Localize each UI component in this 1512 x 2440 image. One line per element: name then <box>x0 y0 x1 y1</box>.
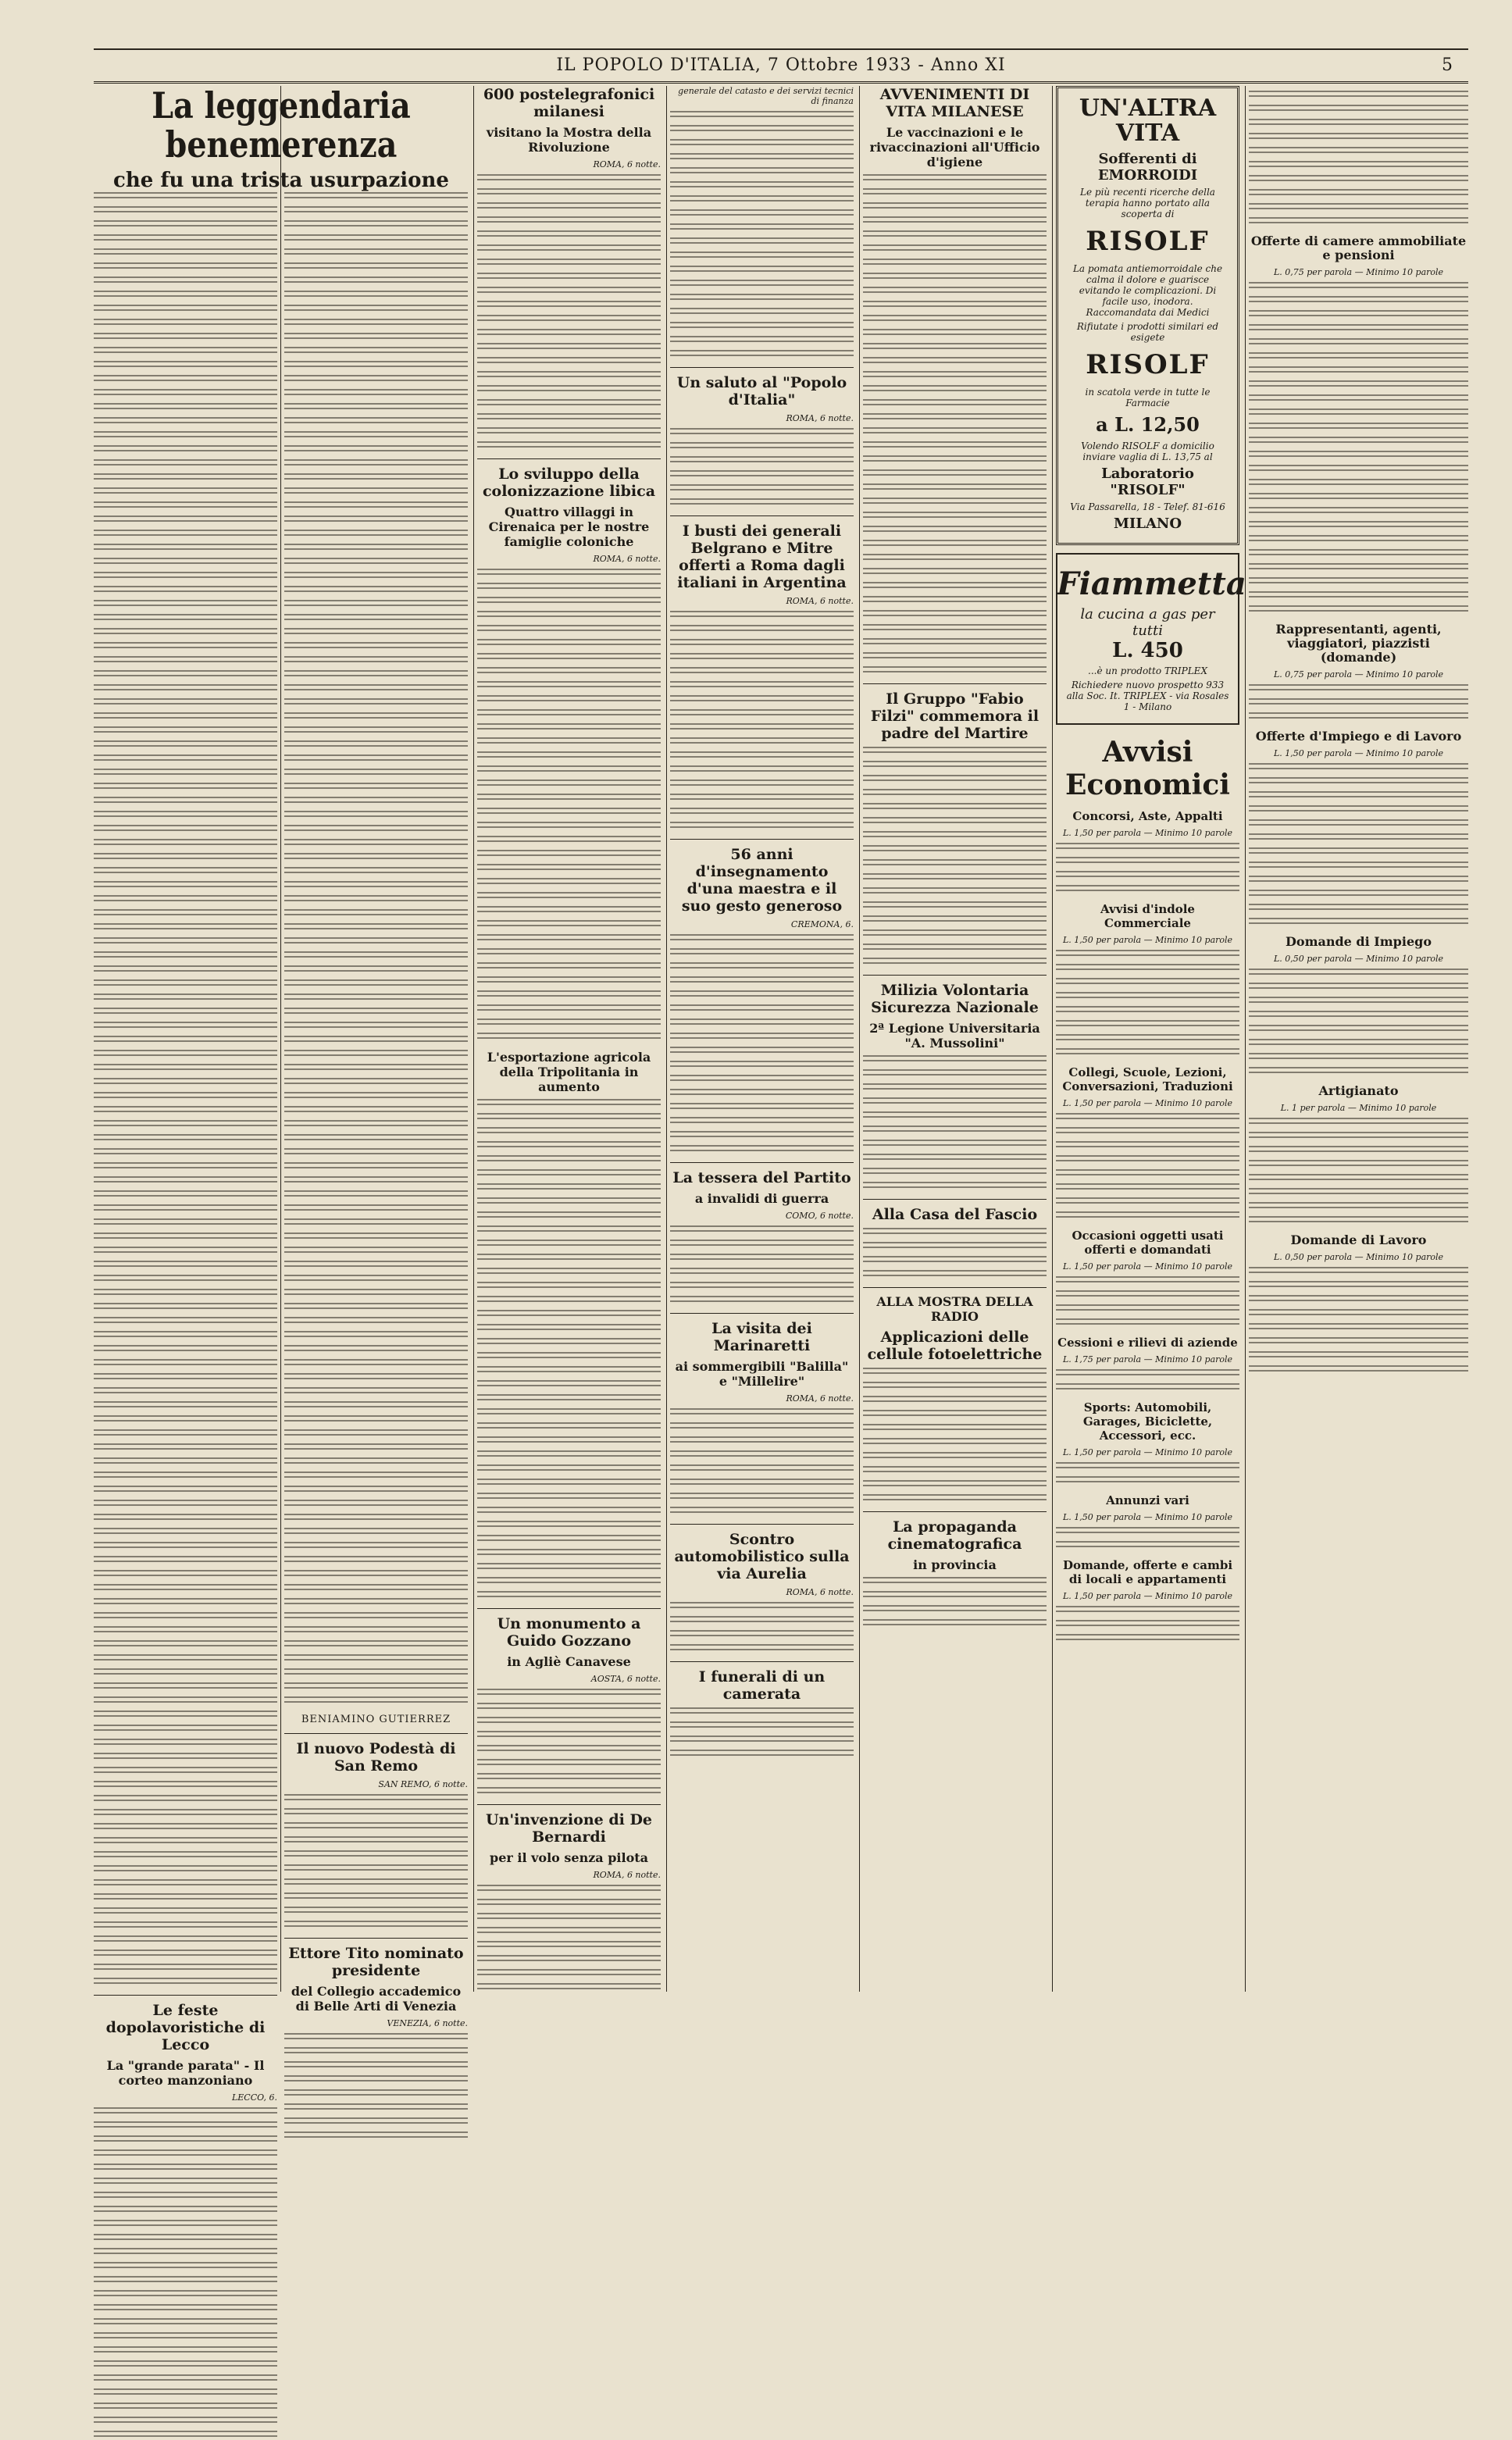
article-title: Il nuovo Podestà di San Remo <box>296 1740 456 1775</box>
ad-desc: La pomata antiemorroidale che calma il dolore e guarisce evitando le complicazioni. Di facile uso, inodora. Raccomandata dai Medici <box>1072 263 1223 318</box>
article-dateline: SAN REMO, 6 notte. <box>378 1779 468 1789</box>
article-title: I funerali di un camerata <box>698 1668 826 1703</box>
article-dateline: COMO, 6 notte. <box>785 1211 854 1221</box>
column-rule <box>280 86 281 1992</box>
section-title: Domande di Lavoro <box>1290 1232 1427 1247</box>
classified-section <box>1056 1229 1239 1328</box>
section-rate: L. 0,75 per parola — Minimo 10 parole <box>1273 267 1444 277</box>
article-busti <box>670 523 854 831</box>
ad-line: la cucina a gas per tutti <box>1080 606 1215 639</box>
lead-byline: BENIAMINO GUTIERREZ <box>301 1714 451 1725</box>
article-title: La propaganda cinematografica <box>887 1518 1022 1553</box>
section-rate: L. 1,50 per parola — Minimo 10 parole <box>1062 1447 1233 1457</box>
article-title: Lo sviluppo della colonizzazione libica <box>482 466 656 500</box>
ad-brand-2: RISOLF <box>1086 349 1210 380</box>
ad-sale: in scatola verde in tutte le Farmacie <box>1085 387 1211 408</box>
article-dateline: ROMA, 6 notte. <box>593 1870 661 1880</box>
column-2 <box>284 86 468 2028</box>
ad-request: Richiedere nuovo prospetto 933 alla Soc. It. TRIPLEX - via Rosales 1 - Milano <box>1066 680 1229 712</box>
column-4 <box>670 86 854 1992</box>
column-1 <box>94 86 277 2103</box>
classified-section <box>1056 902 1239 1058</box>
section-rate: L. 1 per parola — Minimo 10 parole <box>1280 1103 1437 1113</box>
article-marinaretti <box>670 1320 854 1516</box>
article-subtitle: del Collegio accademico di Belle Arti di Venezia <box>291 1984 462 2014</box>
classifieds-col7-top <box>1249 91 1468 227</box>
article-pellegrinaggi <box>477 86 661 451</box>
article-dateline: ROMA, 6 notte. <box>593 159 661 169</box>
article-filzi <box>863 690 1047 967</box>
article-dateline: ROMA, 6 notte. <box>786 596 854 606</box>
ad-product: ...è un prodotto TRIPLEX <box>1088 665 1207 676</box>
ad-lab: Laboratorio "RISOLF" <box>1101 466 1194 498</box>
article-gozzano <box>477 1615 661 1796</box>
article-title: 56 anni d'insegnamento d'una maestra e il suo gesto generoso <box>681 846 843 915</box>
ad-city: MILANO <box>1113 515 1182 532</box>
ad-fiammetta <box>1056 553 1246 725</box>
article-subtitle: 2ª Legione Universitaria "A. Mussolini" <box>869 1021 1040 1051</box>
section-rate: L. 0,75 per parola — Minimo 10 parole <box>1273 669 1444 680</box>
classified-section <box>1056 1336 1239 1393</box>
article-tripolitania <box>477 1050 661 1600</box>
article-subtitle: a invalidi di guerra <box>694 1191 829 1206</box>
article-aurelia <box>670 1531 854 1653</box>
article-lecco <box>94 2002 277 2440</box>
article-tessera <box>670 1169 854 1305</box>
section-rate: L. 1,50 per parola — Minimo 10 parole <box>1062 1512 1233 1522</box>
ad-title: UN'ALTRA VITA <box>1079 95 1217 147</box>
ad-risolf <box>1056 86 1239 545</box>
article-maestra <box>670 846 854 1154</box>
article-subtitle: per il volo senza pilota <box>490 1850 648 1865</box>
classified-section <box>1249 1233 1468 1375</box>
section-title: Annunzi vari <box>1106 1493 1189 1507</box>
ad-mail: Volendo RISOLF a domicilio inviare vaglia di L. 13,75 al <box>1081 441 1214 462</box>
classified-section <box>1249 622 1468 722</box>
section-title: Rappresentanti, agenti, viaggiatori, piazzisti (domande) <box>1275 622 1442 665</box>
column-rule <box>1245 86 1246 1992</box>
ad-text: Le più recenti ricerche della terapia hanno portato alla scoperta di <box>1080 187 1215 219</box>
article-title: Scontro automobilistico sulla via Aurelia <box>674 1531 850 1582</box>
article-lead: generale del catasto e dei servizi tecnici di finanza <box>678 86 854 106</box>
ad-brand: Fiammetta <box>1057 565 1246 602</box>
article-subtitle: visitano la Mostra della Rivoluzione <box>486 125 652 155</box>
page-header-title: IL POPOLO D'ITALIA, 7 Ottobre 1933 - Anno XI <box>556 55 1006 75</box>
lead-article-text <box>94 192 277 1987</box>
article-saluto <box>670 374 854 508</box>
article-vita-milanese <box>863 86 1047 676</box>
article-milizia <box>863 982 1047 1191</box>
section-title: Avvisi d'indole Commerciale <box>1100 902 1195 930</box>
article-cirenaica <box>477 466 661 1042</box>
classified-section <box>1249 730 1468 927</box>
article-subtitle: in provincia <box>913 1557 997 1572</box>
article-title: 600 postelegrafonici milanesi <box>483 86 655 120</box>
article-dateline: ROMA, 6 notte. <box>593 554 661 564</box>
article-kicker: ALLA MOSTRA DELLA RADIO <box>876 1294 1033 1324</box>
article-dateline: ROMA, 6 notte. <box>786 413 854 423</box>
article-dateline: CREMONA, 6. <box>790 919 854 929</box>
classified-section <box>1249 234 1468 615</box>
section-title: Domande, offerte e cambi di locali e appartamenti <box>1062 1558 1233 1586</box>
column-rule <box>1052 86 1053 1992</box>
article-sanremo <box>284 1740 468 1930</box>
article-catasto <box>670 86 854 359</box>
article-dateline: VENEZIA, 6 notte. <box>387 2018 468 2028</box>
article-subtitle: in Agliè Canavese <box>507 1654 631 1669</box>
section-title: Domande di Impiego <box>1286 934 1432 949</box>
article-title: Un'invenzione di De Bernardi <box>485 1811 653 1846</box>
article-title: Ettore Tito nominato presidente <box>288 1945 464 1979</box>
columns <box>94 84 1468 2103</box>
column-7 <box>1249 86 1468 1992</box>
section-rate: L. 1,50 per parola — Minimo 10 parole <box>1062 1261 1233 1272</box>
article-title: Un monumento a Guido Gozzano <box>497 1615 641 1650</box>
column-5 <box>863 86 1047 1992</box>
ad-price: L. 450 <box>1112 639 1183 662</box>
article-title: L'esportazione agricola della Tripolitania in aumento <box>487 1050 651 1094</box>
classified-section <box>1056 1493 1239 1550</box>
section-rate: L. 0,50 per parola — Minimo 10 parole <box>1273 954 1444 964</box>
ad-brand: RISOLF <box>1086 226 1210 257</box>
article-camerata <box>670 1668 854 1759</box>
section-rate: L. 1,50 per parola — Minimo 10 parole <box>1062 935 1233 945</box>
classified-section <box>1249 935 1468 1076</box>
section-title: Offerte di camere ammobiliate e pensioni <box>1250 234 1467 262</box>
classified-section <box>1249 1084 1468 1225</box>
classifieds-title: Avvisi Economici <box>1065 736 1230 801</box>
section-title: Occasioni oggetti usati offerti e domandati <box>1072 1229 1224 1257</box>
article-title: Applicazioni delle cellule fotoelettriche <box>867 1329 1043 1363</box>
lead-subtitle: che fu una trista usurpazione <box>113 169 449 192</box>
classified-section <box>1056 809 1239 894</box>
section-title: Concorsi, Aste, Appalti <box>1072 809 1223 823</box>
article-dateline: ROMA, 6 notte. <box>786 1587 854 1597</box>
column-rule <box>859 86 860 1992</box>
page-number: 5 <box>1442 55 1453 75</box>
article-mostra-radio <box>863 1294 1047 1504</box>
column-rule <box>473 86 474 1992</box>
section-rate: L. 1,75 per parola — Minimo 10 parole <box>1062 1354 1233 1364</box>
column-6 <box>1056 86 1246 1992</box>
classified-section <box>1056 1558 1239 1643</box>
article-subtitle: ai sommergibili "Balilla" e "Millelire" <box>675 1359 849 1389</box>
ad-subtitle: Sofferenti di EMORROIDI <box>1097 151 1198 184</box>
article-dateline: LECCO, 6. <box>231 2092 277 2103</box>
lead-article-text-cont <box>284 192 468 1706</box>
section-title: AVVENIMENTI DI VITA MILANESE <box>879 86 1030 120</box>
section-rate: L. 0,50 per parola — Minimo 10 parole <box>1273 1252 1444 1262</box>
article-subtitle: La "grande parata" - Il corteo manzoniano <box>106 2058 265 2088</box>
article-subtitle: Quattro villaggi in Cirenaica per le nostre famiglie coloniche <box>488 505 650 549</box>
article-title: Alla Casa del Fascio <box>872 1206 1038 1223</box>
section-title: Artigianato <box>1318 1083 1399 1098</box>
article-title: Un saluto al "Popolo d'Italia" <box>676 374 847 408</box>
lead-title: La leggendaria benemerenza <box>152 84 411 166</box>
article-cinematografica <box>863 1518 1047 1628</box>
article-title: I busti dei generali Belgrano e Mitre offerti a Roma dagli italiani in Argentina <box>677 523 847 591</box>
article-debernardi <box>477 1811 661 1992</box>
classified-section <box>1056 1400 1239 1486</box>
column-3 <box>477 86 661 1992</box>
article-subtitle: Le vaccinazioni e le rivaccinazioni all'Ufficio d'igiene <box>869 125 1040 169</box>
article-title: Il Gruppo "Fabio Filzi" commemora il padre del Martire <box>870 690 1040 742</box>
section-rate: L. 1,50 per parola — Minimo 10 parole <box>1062 828 1233 838</box>
section-title: Collegi, Scuole, Lezioni, Conversazioni, Traduzioni <box>1062 1065 1233 1093</box>
ad-address: Via Passarella, 18 - Telef. 81-616 <box>1070 501 1225 512</box>
section-rate: L. 1,50 per parola — Minimo 10 parole <box>1273 748 1444 758</box>
page-header <box>94 48 1468 84</box>
article-tito <box>284 1945 468 2141</box>
section-title: Cessioni e rilievi di aziende <box>1057 1336 1238 1350</box>
article-dateline: AOSTA, 6 notte. <box>590 1674 661 1684</box>
section-rate: L. 1,50 per parola — Minimo 10 parole <box>1062 1591 1233 1601</box>
section-title: Offerte d'Impiego e di Lavoro <box>1255 729 1462 744</box>
article-casa-fascio <box>863 1206 1047 1279</box>
article-title: Le feste dopolavoristiche di Lecco <box>105 2002 266 2053</box>
column-rule <box>666 86 667 1992</box>
ad-note: Rifiutate i prodotti similari ed esigete <box>1076 321 1219 343</box>
article-title: Milizia Volontaria Sicurezza Nazionale <box>871 982 1039 1016</box>
article-dateline: ROMA, 6 notte. <box>786 1393 854 1404</box>
article-title: La tessera del Partito <box>672 1169 851 1186</box>
article-title: La visita dei Marinaretti <box>711 1320 812 1354</box>
section-title: Sports: Automobili, Garages, Biciclette, Accessori, ecc. <box>1082 1400 1213 1443</box>
classified-section <box>1056 1065 1239 1221</box>
ad-price: a L. 12,50 <box>1096 413 1200 436</box>
section-rate: L. 1,50 per parola — Minimo 10 parole <box>1062 1098 1233 1108</box>
